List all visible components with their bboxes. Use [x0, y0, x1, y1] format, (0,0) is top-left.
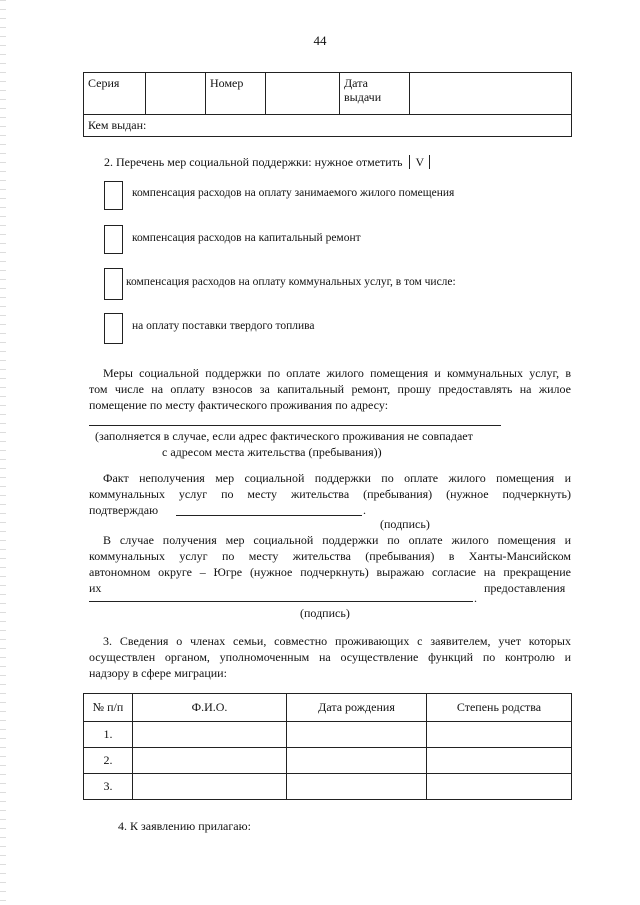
row-number: 3.: [84, 774, 133, 800]
row-number: 1.: [84, 722, 133, 748]
section4-heading: 4. К заявлению прилагаю:: [118, 819, 251, 833]
consent-provision: предоставления: [484, 581, 566, 595]
consent-period: .: [474, 591, 477, 605]
section3-line-3: надзору в сфере миграции:: [89, 666, 227, 680]
name-cell[interactable]: [133, 748, 287, 774]
family-members-table: [83, 693, 572, 800]
issue-date-label: [340, 73, 410, 115]
fact-line-1: Факт неполучения мер социальной поддержки по оплате жилого помещения и: [103, 471, 571, 485]
address-line-2: том числе на оплату взносов за капитальный ремонт, прошу предоставлять на жилое: [89, 382, 571, 396]
consent-signature-line[interactable]: [89, 601, 473, 602]
checkbox-housing[interactable]: [104, 181, 123, 210]
consent-their: их: [89, 581, 102, 595]
issued-by-row[interactable]: [84, 115, 572, 137]
checkbox-capital-repair[interactable]: [104, 225, 123, 254]
table-row: [84, 722, 572, 748]
col-header-number: № п/п: [84, 694, 133, 722]
birthdate-cell[interactable]: [287, 774, 427, 800]
section2-heading: 2. Перечень мер социальной поддержки: нужное отметить: [104, 155, 403, 169]
number-label: Номер: [206, 73, 266, 115]
section3-line-1: 3. Сведения о членах семьи, совместно проживающих с заявителем, учет которых: [103, 634, 571, 648]
option-capital-repair-label: компенсация расходов на капитальный ремонт: [132, 232, 361, 244]
address-line-3: помещение по месту фактического проживания по адресу:: [89, 398, 389, 412]
address-note-2: с адресом места жительства (пребывания)): [162, 445, 382, 459]
fact-signature-line[interactable]: [176, 515, 362, 516]
option-housing-label: компенсация расходов на оплату занимаемого жилого помещения: [132, 187, 455, 199]
birthdate-cell[interactable]: [287, 748, 427, 774]
page-number: 44: [313, 33, 327, 48]
consent-line-3: автономном округе – Югре (нужное подчеркнуть) выражаю согласие на прекращение: [89, 565, 571, 579]
relation-cell[interactable]: [427, 748, 572, 774]
birthdate-cell[interactable]: [287, 722, 427, 748]
fact-confirm-label: подтверждаю: [89, 503, 159, 517]
checkbox-solid-fuel[interactable]: [104, 313, 123, 344]
issued-by-label: Кем выдан:: [88, 118, 147, 132]
scan-edge-marks: [0, 0, 6, 905]
check-mark-example: V: [409, 155, 430, 169]
table-row: [84, 748, 572, 774]
signature-caption-2: (подпись): [300, 606, 350, 620]
address-note-1: (заполняется в случае, если адрес фактического проживания не совпадает: [95, 429, 473, 443]
name-cell[interactable]: [133, 774, 287, 800]
option-solid-fuel-label: на оплату поставки твердого топлива: [132, 320, 315, 332]
option-utilities-label: компенсация расходов на оплату коммунальных услуг, в том числе:: [126, 276, 456, 288]
relation-cell[interactable]: [427, 774, 572, 800]
issue-date-label-line-1: Дата: [344, 76, 368, 90]
issue-date-label-line-2: выдачи: [344, 90, 382, 104]
series-field[interactable]: [146, 73, 206, 115]
fact-line-2: коммунальных услуг по месту жительства (пребывания) (нужное подчеркнуть): [89, 487, 571, 501]
issue-date-field[interactable]: [410, 73, 572, 115]
col-header-name: Ф.И.О.: [133, 694, 287, 722]
consent-line-1: В случае получения мер социальной поддержки по оплате жилого помещения и: [103, 533, 571, 547]
fact-period: .: [363, 503, 366, 517]
section2-heading-row: [104, 154, 430, 170]
number-field[interactable]: [266, 73, 340, 115]
col-header-birthdate: Дата рождения: [287, 694, 427, 722]
address-line-1: Меры социальной поддержки по оплате жилого помещения и коммунальных услуг, в: [103, 366, 571, 380]
relation-cell[interactable]: [427, 722, 572, 748]
row-number: 2.: [84, 748, 133, 774]
signature-caption-1: (подпись): [380, 517, 430, 531]
section3-line-2: осуществлен органом, уполномоченным на осуществление функций по контролю и: [89, 650, 571, 664]
consent-line-2: коммунальных услуг по месту жительства (пребывания) в Ханты-Мансийском: [89, 549, 571, 563]
name-cell[interactable]: [133, 722, 287, 748]
address-input-line[interactable]: [89, 425, 501, 426]
table-row: [84, 774, 572, 800]
series-label: Серия: [84, 73, 146, 115]
passport-table: [83, 72, 572, 137]
col-header-relation: Степень родства: [427, 694, 572, 722]
checkbox-utilities[interactable]: [104, 268, 123, 300]
